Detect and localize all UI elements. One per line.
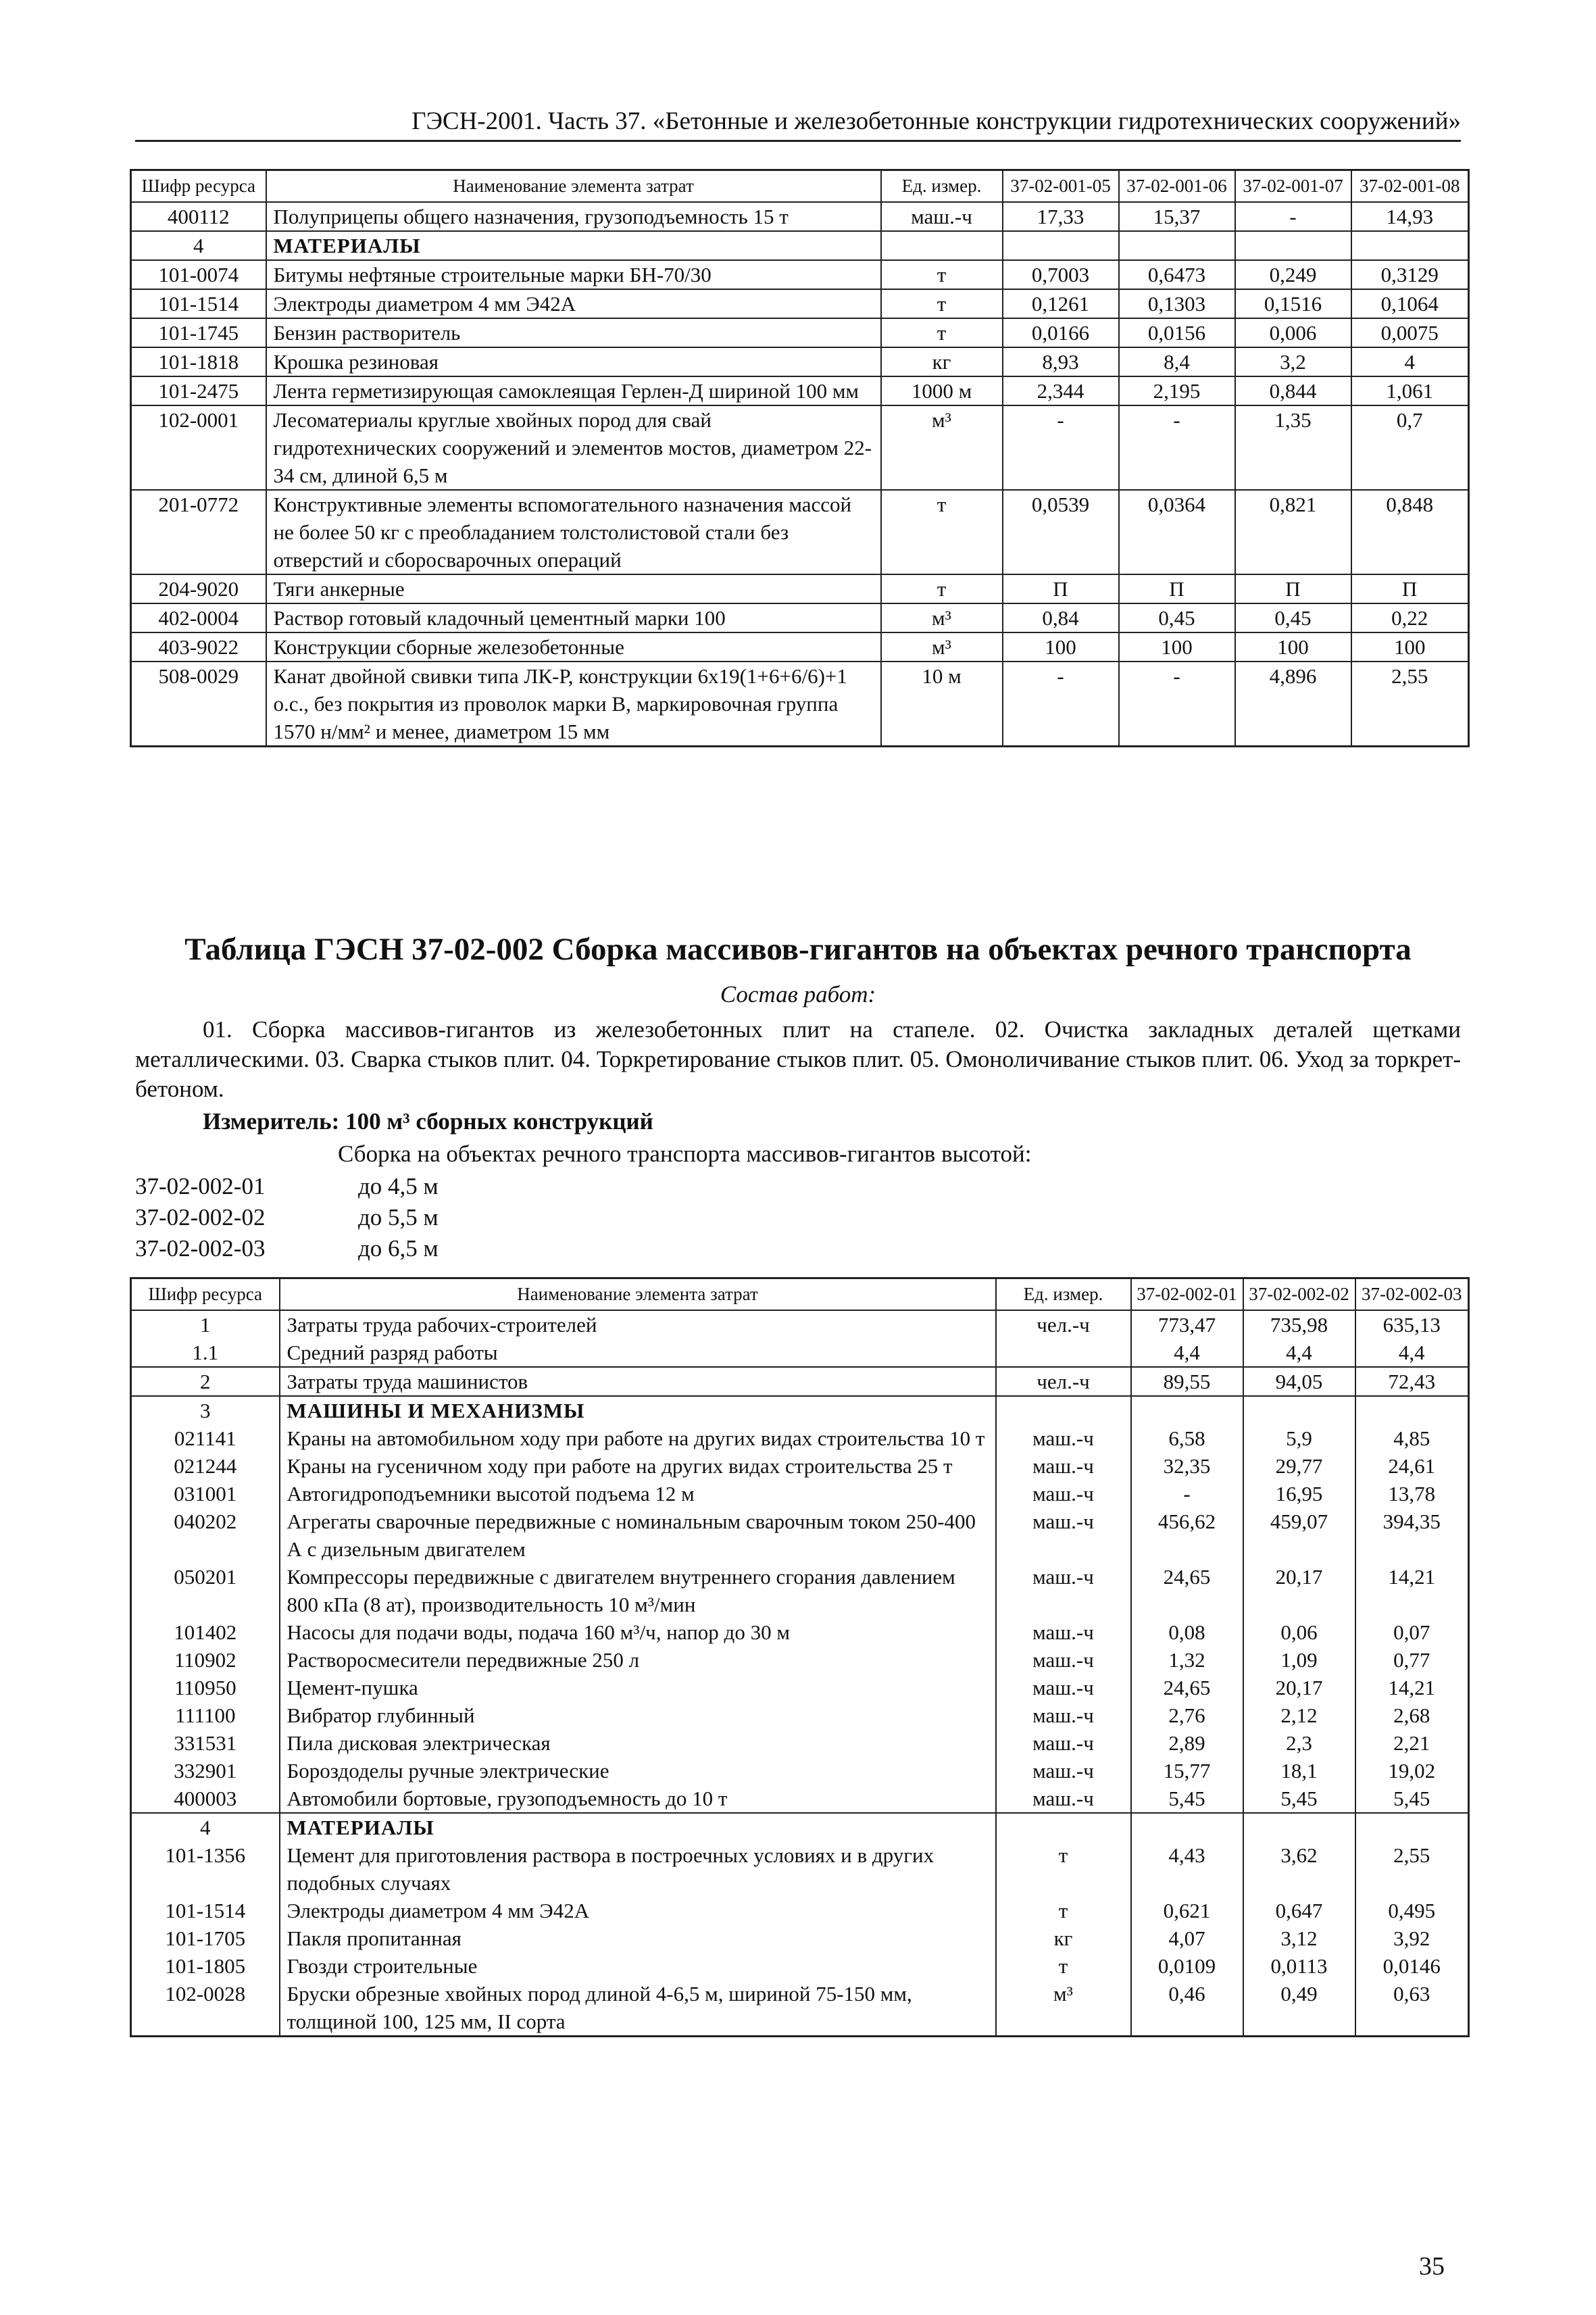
- resource-code: 508-0029: [131, 662, 266, 747]
- unit-cell: маш.-ч: [996, 1563, 1131, 1618]
- value-cell: [1243, 1396, 1355, 1424]
- resource-name: Бруски обрезные хвойных пород длиной 4-6,5 м, шириной 75-150 мм, толщиной 100, 125 мм, II сорта: [280, 1980, 996, 2037]
- resource-code: 101-1818: [131, 347, 266, 376]
- resource-table-1: [130, 169, 1470, 747]
- value-cell: 0,249: [1235, 260, 1351, 289]
- table-row: [131, 1396, 1469, 1424]
- resource-code: 332901: [131, 1757, 280, 1785]
- variant-code: 37-02-002-02: [135, 1204, 266, 1230]
- value-cell: 0,1516: [1235, 289, 1351, 318]
- value-cell: 14,21: [1355, 1674, 1469, 1701]
- resource-code: 110902: [131, 1646, 280, 1674]
- unit-cell: т: [996, 1897, 1131, 1924]
- value-cell: 0,49: [1243, 1980, 1355, 2037]
- value-cell: 0,7: [1351, 405, 1469, 490]
- value-cell: 0,63: [1355, 1980, 1469, 2037]
- unit-cell: т: [881, 260, 1003, 289]
- value-cell: 6,58: [1131, 1424, 1243, 1452]
- table-row: [131, 1980, 1469, 2037]
- table-row: [131, 1813, 1469, 1841]
- resource-name: Крошка резиновая: [266, 347, 881, 376]
- unit-cell: маш.-ч: [996, 1618, 1131, 1646]
- unit-cell: т: [996, 1952, 1131, 1980]
- table-row: [131, 1924, 1469, 1952]
- value-cell: 5,45: [1355, 1785, 1469, 1813]
- resource-code: 3: [131, 1396, 280, 1424]
- value-cell: 0,1261: [1003, 289, 1119, 318]
- value-cell: 2,68: [1355, 1701, 1469, 1729]
- table-row: [131, 1841, 1469, 1897]
- value-cell: 18,1: [1243, 1757, 1355, 1785]
- unit-cell: [996, 1813, 1131, 1841]
- value-cell: 1,35: [1235, 405, 1351, 490]
- unit-cell: т: [881, 289, 1003, 318]
- resource-code: 2: [131, 1367, 280, 1396]
- measure-description: Сборка на объектах речного транспорта массивов-гигантов высотой:: [338, 1141, 1032, 1167]
- unit-cell: 10 м: [881, 662, 1003, 747]
- value-cell: 2,344: [1003, 376, 1119, 405]
- value-cell: -: [1235, 202, 1351, 231]
- value-cell: 0,45: [1119, 603, 1235, 632]
- resource-code: 331531: [131, 1729, 280, 1757]
- variant-code: 37-02-002-03: [135, 1235, 266, 1262]
- value-cell: 0,84: [1003, 603, 1119, 632]
- value-cell: 0,0146: [1355, 1952, 1469, 1980]
- resource-code: 400112: [131, 202, 266, 231]
- column-header: 37-02-001-08: [1351, 170, 1469, 203]
- value-cell: 4,4: [1243, 1339, 1355, 1367]
- column-header: Наименование элемента затрат: [266, 170, 881, 203]
- table-row: [131, 376, 1469, 405]
- resource-code: 1: [131, 1310, 280, 1339]
- value-cell: 4,4: [1355, 1339, 1469, 1367]
- unit-cell: маш.-ч: [996, 1757, 1131, 1785]
- value-cell: 3,2: [1235, 347, 1351, 376]
- unit-cell: маш.-ч: [996, 1646, 1131, 1674]
- resource-code: 101-1705: [131, 1924, 280, 1952]
- table-row: [131, 405, 1469, 490]
- unit-cell: маш.-ч: [996, 1785, 1131, 1813]
- value-cell: 24,65: [1131, 1674, 1243, 1701]
- value-cell: 3,12: [1243, 1924, 1355, 1952]
- value-cell: 0,77: [1355, 1646, 1469, 1674]
- value-cell: 20,17: [1243, 1563, 1355, 1618]
- value-cell: [1235, 231, 1351, 260]
- value-cell: 0,1303: [1119, 289, 1235, 318]
- variant-code: 37-02-002-01: [135, 1173, 266, 1199]
- value-cell: -: [1003, 662, 1119, 747]
- value-cell: 735,98: [1243, 1310, 1355, 1339]
- value-cell: 0,848: [1351, 490, 1469, 574]
- resource-name: Средний разряд работы: [280, 1339, 996, 1367]
- resource-code: 4: [131, 1813, 280, 1841]
- value-cell: 0,06: [1243, 1618, 1355, 1646]
- table-row: [131, 260, 1469, 289]
- resource-code: 101-2475: [131, 376, 266, 405]
- column-header: Шифр ресурса: [131, 1278, 280, 1311]
- value-cell: 5,45: [1243, 1785, 1355, 1813]
- resource-code: 021244: [131, 1452, 280, 1480]
- resource-code: 102-0001: [131, 405, 266, 490]
- table-row: [131, 603, 1469, 632]
- value-cell: 15,37: [1119, 202, 1235, 231]
- value-cell: 0,0539: [1003, 490, 1119, 574]
- resource-name: Бороздоделы ручные электрические: [280, 1757, 996, 1785]
- value-cell: П: [1119, 574, 1235, 603]
- column-header: 37-02-002-03: [1355, 1278, 1469, 1311]
- resource-name: Полуприцепы общего назначения, грузоподъемность 15 т: [266, 202, 881, 231]
- column-header: 37-02-001-05: [1003, 170, 1119, 203]
- value-cell: 1,061: [1351, 376, 1469, 405]
- column-header: 37-02-002-01: [1131, 1278, 1243, 1311]
- value-cell: 2,76: [1131, 1701, 1243, 1729]
- resource-code: 021141: [131, 1424, 280, 1452]
- resource-name: Затраты труда машинистов: [280, 1367, 996, 1396]
- value-cell: 20,17: [1243, 1674, 1355, 1701]
- table-row: [131, 1508, 1469, 1563]
- value-cell: П: [1351, 574, 1469, 603]
- unit-cell: [881, 231, 1003, 260]
- table-row: [131, 1339, 1469, 1367]
- resource-name: Раствор готовый кладочный цементный марки 100: [266, 603, 881, 632]
- value-cell: 0,08: [1131, 1618, 1243, 1646]
- value-cell: 0,821: [1235, 490, 1351, 574]
- value-cell: 5,9: [1243, 1424, 1355, 1452]
- unit-cell: маш.-ч: [996, 1701, 1131, 1729]
- value-cell: 15,77: [1131, 1757, 1243, 1785]
- value-cell: 2,195: [1119, 376, 1235, 405]
- table-row: [131, 1729, 1469, 1757]
- table-row: [131, 231, 1469, 260]
- resource-name: Вибратор глубинный: [280, 1701, 996, 1729]
- value-cell: 0,6473: [1119, 260, 1235, 289]
- table-row: [131, 1480, 1469, 1508]
- resource-code: 031001: [131, 1480, 280, 1508]
- value-cell: 773,47: [1131, 1310, 1243, 1339]
- running-header: ГЭСН-2001. Часть 37. «Бетонные и железобетонные конструкции гидротехнических сооружений»: [135, 107, 1461, 142]
- resource-code: 201-0772: [131, 490, 266, 574]
- column-header: Шифр ресурса: [131, 170, 266, 203]
- value-cell: 72,43: [1355, 1367, 1469, 1396]
- resource-name: Агрегаты сварочные передвижные с номинальным сварочным током 250-400 А с дизельным двигателем: [280, 1508, 996, 1563]
- value-cell: 4,43: [1131, 1841, 1243, 1897]
- value-cell: 8,93: [1003, 347, 1119, 376]
- value-cell: 89,55: [1131, 1367, 1243, 1396]
- column-header: Ед. измер.: [996, 1278, 1131, 1311]
- unit-cell: 1000 м: [881, 376, 1003, 405]
- resource-name: МАТЕРИАЛЫ: [280, 1813, 996, 1841]
- resource-code: 402-0004: [131, 603, 266, 632]
- value-cell: -: [1119, 662, 1235, 747]
- value-cell: 3,92: [1355, 1924, 1469, 1952]
- value-cell: [1351, 231, 1469, 260]
- work-composition-label: Состав работ:: [720, 981, 876, 1007]
- value-cell: 4,85: [1355, 1424, 1469, 1452]
- value-cell: 1,32: [1131, 1646, 1243, 1674]
- resource-code: 101-1745: [131, 318, 266, 347]
- value-cell: 17,33: [1003, 202, 1119, 231]
- resource-code: 101-1514: [131, 289, 266, 318]
- value-cell: 4,07: [1131, 1924, 1243, 1952]
- resource-name: Краны на автомобильном ходу при работе на других видах строительства 10 т: [280, 1424, 996, 1452]
- unit-cell: т: [881, 490, 1003, 574]
- value-cell: 0,0156: [1119, 318, 1235, 347]
- resource-name: Гвозди строительные: [280, 1952, 996, 1980]
- value-cell: П: [1235, 574, 1351, 603]
- unit-cell: маш.-ч: [996, 1508, 1131, 1563]
- resource-name: Лента герметизирующая самоклеящая Герлен-Д шириной 100 мм: [266, 376, 881, 405]
- value-cell: 0,1064: [1351, 289, 1469, 318]
- unit-cell: маш.-ч: [996, 1424, 1131, 1452]
- column-header: 37-02-001-07: [1235, 170, 1351, 203]
- work-composition-text: 01. Сборка массивов-гигантов из железобетонных плит на стапеле. 02. Очистка закладных деталей щетками металлическими. 03. Сварка стыков плит. 04. Торкретирование стыков плит. 05. Омоноличивание стыков плит. 06. Уход за торкрет-бетоном.: [135, 1016, 1461, 1102]
- resource-code: 4: [131, 231, 266, 260]
- unit-cell: кг: [881, 347, 1003, 376]
- resource-name: Насосы для подачи воды, подача 160 м³/ч, напор до 30 м: [280, 1618, 996, 1646]
- resource-code: 111100: [131, 1701, 280, 1729]
- value-cell: [1119, 231, 1235, 260]
- value-cell: 29,77: [1243, 1452, 1355, 1480]
- table-row: [131, 1646, 1469, 1674]
- value-cell: -: [1003, 405, 1119, 490]
- resource-code: 101-1805: [131, 1952, 280, 1980]
- value-cell: 32,35: [1131, 1452, 1243, 1480]
- resource-code: 101-1356: [131, 1841, 280, 1897]
- page-number: 35: [1419, 2252, 1445, 2281]
- value-cell: 2,55: [1355, 1841, 1469, 1897]
- unit-cell: маш.-ч: [996, 1452, 1131, 1480]
- unit-cell: т: [881, 318, 1003, 347]
- value-cell: [1243, 1813, 1355, 1841]
- value-cell: 0,0166: [1003, 318, 1119, 347]
- table-row: [131, 1757, 1469, 1785]
- unit-cell: т: [996, 1841, 1131, 1897]
- resource-name: Битумы нефтяные строительные марки БН-70/30: [266, 260, 881, 289]
- value-cell: 0,46: [1131, 1980, 1243, 2037]
- value-cell: 2,21: [1355, 1729, 1469, 1757]
- value-cell: 0,621: [1131, 1897, 1243, 1924]
- value-cell: 0,0109: [1131, 1952, 1243, 1980]
- value-cell: 100: [1351, 632, 1469, 662]
- value-cell: 0,0364: [1119, 490, 1235, 574]
- value-cell: 24,61: [1355, 1452, 1469, 1480]
- value-cell: 635,13: [1355, 1310, 1469, 1339]
- value-cell: 5,45: [1131, 1785, 1243, 1813]
- column-header: 37-02-001-06: [1119, 170, 1235, 203]
- resource-code: 101402: [131, 1618, 280, 1646]
- resource-name: Пила дисковая электрическая: [280, 1729, 996, 1757]
- resource-name: МАТЕРИАЛЫ: [266, 231, 881, 260]
- table-row: [131, 1897, 1469, 1924]
- value-cell: 100: [1235, 632, 1351, 662]
- resource-name: Электроды диаметром 4 мм Э42А: [266, 289, 881, 318]
- unit-cell: чел.-ч: [996, 1367, 1131, 1396]
- value-cell: [1355, 1813, 1469, 1841]
- value-cell: 394,35: [1355, 1508, 1469, 1563]
- table-row: [131, 662, 1469, 747]
- resource-code: 110950: [131, 1674, 280, 1701]
- value-cell: П: [1003, 574, 1119, 603]
- resource-code: 101-1514: [131, 1897, 280, 1924]
- value-cell: -: [1131, 1480, 1243, 1508]
- value-cell: 0,006: [1235, 318, 1351, 347]
- value-cell: 0,45: [1235, 603, 1351, 632]
- resource-name: Растворосмесители передвижные 250 л: [280, 1646, 996, 1674]
- value-cell: 94,05: [1243, 1367, 1355, 1396]
- resource-table-2: [130, 1277, 1470, 2037]
- value-cell: 24,65: [1131, 1563, 1243, 1618]
- value-cell: 2,3: [1243, 1729, 1355, 1757]
- variant-label: до 6,5 м: [358, 1235, 439, 1262]
- value-cell: 456,62: [1131, 1508, 1243, 1563]
- table-row: [131, 1367, 1469, 1396]
- value-cell: 459,07: [1243, 1508, 1355, 1563]
- unit-cell: [996, 1396, 1131, 1424]
- table-row: [131, 289, 1469, 318]
- table-title: Таблица ГЭСН 37-02-002 Сборка массивов-гигантов на объектах речного транспорта: [184, 932, 1412, 967]
- table-row: [131, 318, 1469, 347]
- value-cell: 0,7003: [1003, 260, 1119, 289]
- resource-code: 400003: [131, 1785, 280, 1813]
- resource-name: Цемент-пушка: [280, 1674, 996, 1701]
- resource-name: Конструкции сборные железобетонные: [266, 632, 881, 662]
- resource-name: Цемент для приготовления раствора в построечных условиях и в других подобных случаях: [280, 1841, 996, 1897]
- unit-cell: кг: [996, 1924, 1131, 1952]
- value-cell: 14,93: [1351, 202, 1469, 231]
- resource-code: 204-9020: [131, 574, 266, 603]
- resource-name: Бензин растворитель: [266, 318, 881, 347]
- value-cell: [1003, 231, 1119, 260]
- unit-cell: [996, 1339, 1131, 1367]
- value-cell: 4,4: [1131, 1339, 1243, 1367]
- value-cell: 16,95: [1243, 1480, 1355, 1508]
- value-cell: 2,55: [1351, 662, 1469, 747]
- value-cell: 2,89: [1131, 1729, 1243, 1757]
- value-cell: 100: [1003, 632, 1119, 662]
- resource-name: Краны на гусеничном ходу при работе на других видах строительства 25 т: [280, 1452, 996, 1480]
- table-row: [131, 490, 1469, 574]
- value-cell: 0,647: [1243, 1897, 1355, 1924]
- resource-name: Конструктивные элементы вспомогательного назначения массой не более 50 кг с преобладанием толстолистовой стали без отверстий и сборосварочных операций: [266, 490, 881, 574]
- variant-label: до 4,5 м: [358, 1173, 439, 1199]
- table-row: [131, 347, 1469, 376]
- value-cell: 14,21: [1355, 1563, 1469, 1618]
- resource-code: 403-9022: [131, 632, 266, 662]
- resource-code: 101-0074: [131, 260, 266, 289]
- unit-cell: маш.-ч: [996, 1480, 1131, 1508]
- value-cell: 0,0113: [1243, 1952, 1355, 1980]
- resource-code: 1.1: [131, 1339, 280, 1367]
- value-cell: 2,12: [1243, 1701, 1355, 1729]
- resource-name: Электроды диаметром 4 мм Э42А: [280, 1897, 996, 1924]
- value-cell: 4,896: [1235, 662, 1351, 747]
- unit-cell: маш.-ч: [996, 1729, 1131, 1757]
- table-row: [131, 1952, 1469, 1980]
- table-row: [131, 1785, 1469, 1813]
- value-cell: 3,62: [1243, 1841, 1355, 1897]
- value-cell: 4: [1351, 347, 1469, 376]
- table-row: [131, 1310, 1469, 1339]
- resource-name: МАШИНЫ И МЕХАНИЗМЫ: [280, 1396, 996, 1424]
- resource-code: 102-0028: [131, 1980, 280, 2037]
- resource-code: 050201: [131, 1563, 280, 1618]
- resource-name: Пакля пропитанная: [280, 1924, 996, 1952]
- resource-name: Лесоматериалы круглые хвойных пород для свай гидротехнических сооружений и элементов мостов, диаметром 22-34 см, длиной 6,5 м: [266, 405, 881, 490]
- value-cell: 0,3129: [1351, 260, 1469, 289]
- variant-row: [135, 1204, 439, 1231]
- table-row: [131, 1424, 1469, 1452]
- value-cell: 0,07: [1355, 1618, 1469, 1646]
- table-row: [131, 1618, 1469, 1646]
- resource-name: Компрессоры передвижные с двигателем внутреннего сгорания давлением 800 кПа (8 ат), производительность 10 м³/мин: [280, 1563, 996, 1618]
- column-header: Ед. измер.: [881, 170, 1003, 203]
- resource-name: Тяги анкерные: [266, 574, 881, 603]
- value-cell: [1355, 1396, 1469, 1424]
- resource-name: Канат двойной свивки типа ЛК-Р, конструкции 6х19(1+6+6/6)+1 о.с., без покрытия из проволок марки В, маркировочная группа 1570 н/мм² и менее, диаметром 15 мм: [266, 662, 881, 747]
- value-cell: 0,844: [1235, 376, 1351, 405]
- unit-cell: маш.-ч: [996, 1674, 1131, 1701]
- resource-name: Автогидроподъемники высотой подъема 12 м: [280, 1480, 996, 1508]
- resource-name: Автомобили бортовые, грузоподъемность до 10 т: [280, 1785, 996, 1813]
- table-row: [131, 202, 1469, 231]
- unit-cell: чел.-ч: [996, 1310, 1131, 1339]
- unit-cell: м³: [881, 603, 1003, 632]
- table-row: [131, 1452, 1469, 1480]
- unit-cell: м³: [996, 1980, 1131, 2037]
- variant-row: [135, 1235, 439, 1262]
- resource-name: Затраты труда рабочих-строителей: [280, 1310, 996, 1339]
- value-cell: 0,22: [1351, 603, 1469, 632]
- resource-code: 040202: [131, 1508, 280, 1563]
- value-cell: [1131, 1813, 1243, 1841]
- unit-cell: т: [881, 574, 1003, 603]
- unit-cell: м³: [881, 405, 1003, 490]
- value-cell: 0,0075: [1351, 318, 1469, 347]
- value-cell: 19,02: [1355, 1757, 1469, 1785]
- value-cell: -: [1119, 405, 1235, 490]
- value-cell: [1131, 1396, 1243, 1424]
- table-row: [131, 574, 1469, 603]
- measure-unit: Измеритель: 100 м³ сборных конструкций: [203, 1108, 653, 1135]
- value-cell: 1,09: [1243, 1646, 1355, 1674]
- table-row: [131, 1563, 1469, 1618]
- table-row: [131, 1701, 1469, 1729]
- table-row: [131, 1674, 1469, 1701]
- unit-cell: маш.-ч: [881, 202, 1003, 231]
- value-cell: 8,4: [1119, 347, 1235, 376]
- value-cell: 13,78: [1355, 1480, 1469, 1508]
- unit-cell: м³: [881, 632, 1003, 662]
- value-cell: 100: [1119, 632, 1235, 662]
- variant-label: до 5,5 м: [358, 1204, 439, 1230]
- column-header: 37-02-002-02: [1243, 1278, 1355, 1311]
- value-cell: 0,495: [1355, 1897, 1469, 1924]
- column-header: Наименование элемента затрат: [280, 1278, 996, 1311]
- variant-row: [135, 1173, 439, 1200]
- table-row: [131, 632, 1469, 662]
